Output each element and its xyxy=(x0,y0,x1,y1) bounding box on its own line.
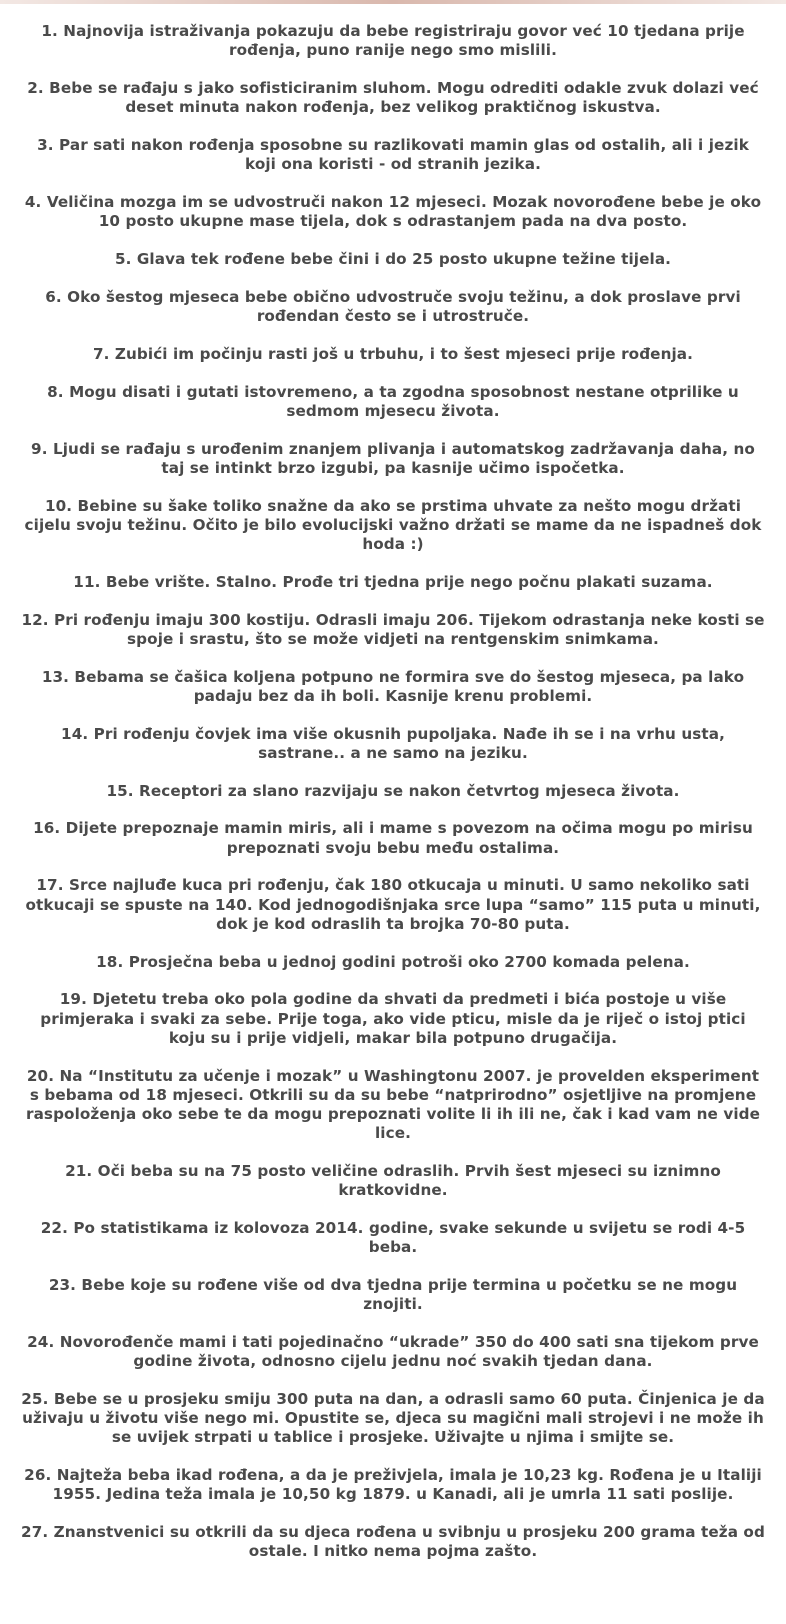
fact-item: 4. Veličina mozga im se udvostruči nakon 12 mjeseci. Mozak novorođene bebe je oko 10 posto ukupne mase tijela, dok s odrastanjem pada na dva posto. xyxy=(24,193,762,231)
fact-item: 25. Bebe se u prosjeku smiju 300 puta na dan, a odrasli samo 60 puta. Činjenica je da uživaju u životu više nego mi. Opustite se, djeca su magični mali strojevi i ne može ih se uvijek strpati u tablice i prosjeke. Uživajte u njima i smijte se. xyxy=(21,1390,765,1447)
fact-item: 2. Bebe se rađaju s jako sofisticiranim sluhom. Mogu odrediti odakle zvuk dolazi već deset minuta nakon rođenja, bez velikog praktičnog iskustva. xyxy=(27,79,759,117)
fact-item: 18. Prosječna beba u jednoj godini potroši oko 2700 komada pelena. xyxy=(96,952,690,971)
top-divider xyxy=(0,0,786,4)
fact-item: 6. Oko šestog mjeseca bebe obično udvostruče svoju težinu, a dok proslave prvi rođendan često se i utrostruče. xyxy=(45,287,741,325)
fact-item: 9. Ljudi se rađaju s urođenim znanjem plivanja i automatskog zadržavanja daha, no taj se intinkt brzo izgubi, pa kasnije učimo ispočetka. xyxy=(31,439,755,477)
fact-item: 14. Pri rođenju čovjek ima više okusnih pupoljaka. Nađe ih se i na vrhu usta, sastrane.. a ne samo na jeziku. xyxy=(61,724,725,762)
fact-item: 20. Na “Institutu za učenje i mozak” u Washingtonu 2007. je provelden eksperiment s bebama od 18 mjeseci. Otkrili su da su bebe “natprirodno” osjetljive na promjene raspoloženja oko sebe te da mogu prepoznati volite li ih ili ne, čak i kad vam ne vide lice. xyxy=(25,1066,761,1143)
fact-item: 3. Par sati nakon rođenja sposobne su razlikovati mamin glas od ostalih, ali i jezik koji ona koristi - od stranih jezika. xyxy=(37,136,749,174)
fact-item: 27. Znanstvenici su otkrili da su djeca rođena u svibnju u prosjeku 200 grama teža od ostale. I nitko nema pojma zašto. xyxy=(21,1523,765,1561)
fact-item: 7. Zubići im počinju rasti još u trbuhu, i to šest mjeseci prije rođenja. xyxy=(92,344,694,363)
fact-item: 24. Novorođenče mami i tati pojedinačno “ukrade” 350 do 400 sati sna tijekom prve godine života, odnosno cijelu jednu noć svakih tjedan dana. xyxy=(27,1333,759,1371)
fact-item: 12. Pri rođenju imaju 300 kostiju. Odrasli imaju 206. Tijekom odrastanja neke kosti se spoje i srastu, što se može vidjeti na rentgenskim snimkama. xyxy=(21,610,765,648)
fact-item: 8. Mogu disati i gutati istovremeno, a ta zgodna sposobnost nestane otprilike u sedmom mjesecu života. xyxy=(47,382,739,420)
fact-item: 21. Oči beba su na 75 posto veličine odraslih. Prvih šest mjeseci su iznimno kratkovidne. xyxy=(65,1162,721,1200)
fact-item: 26. Najteža beba ikad rođena, a da je preživjela, imala je 10,23 kg. Rođena je u Italiji 1955. Jedina teža imala je 10,50 kg 1879. u Kanadi, ali je umrla 11 sati poslije. xyxy=(24,1466,762,1504)
fact-item: 11. Bebe vrište. Stalno. Prođe tri tjedna prije nego počnu plakati suzama. xyxy=(73,572,713,591)
fact-item: 23. Bebe koje su rođene više od dva tjedna prije termina u početku se ne mogu znojiti. xyxy=(48,1276,738,1314)
fact-item: 10. Bebine su šake toliko snažne da ako se prstima uhvate za nešto mogu držati cijelu svoju težinu. Očito je bilo evolucijski važno držati se mame da ne ispadneš dok hoda :) xyxy=(24,496,762,553)
facts-list xyxy=(20,22,766,1562)
fact-item: 13. Bebama se čašica koljena potpuno ne formira sve do šestog mjeseca, pa lako padaju bez da ih boli. Kasnije krenu problemi. xyxy=(41,667,745,705)
fact-item: 5. Glava tek rođene bebe čini i do 25 posto ukupne težine tijela. xyxy=(114,250,672,268)
fact-item: 16. Dijete prepoznaje mamin miris, ali i mame s povezom na očima mogu po mirisu prepoznati svoju bebu među ostalima. xyxy=(33,819,753,857)
fact-item: 17. Srce najluđe kuca pri rođenju, čak 180 otkucaja u minuti. U samo nekoliko sati otkucaji se spuste na 140. Kod jednogodišnjaka srce lupa “samo” 115 puta u minuti, dok je kod odraslih ta brojka 70-80 puta. xyxy=(25,876,761,933)
fact-item: 1. Najnovija istraživanja pokazuju da bebe registriraju govor već 10 tjedana prije rođenja, puno ranije nego smo mislili. xyxy=(41,22,745,60)
fact-item: 19. Djetetu treba oko pola godine da shvati da predmeti i bića postoje u više primjeraka i svaki za sebe. Prije toga, ako vide pticu, misle da je riječ o istoj ptici koju su i prije vidjeli, makar bila potpuno drugačija. xyxy=(40,990,746,1047)
fact-item: 22. Po statistikama iz kolovoza 2014. godine, svake sekunde u svijetu se rodi 4-5 beba. xyxy=(40,1219,746,1257)
fact-item: 15. Receptori za slano razvijaju se nakon četvrtog mjeseca života. xyxy=(106,781,680,800)
